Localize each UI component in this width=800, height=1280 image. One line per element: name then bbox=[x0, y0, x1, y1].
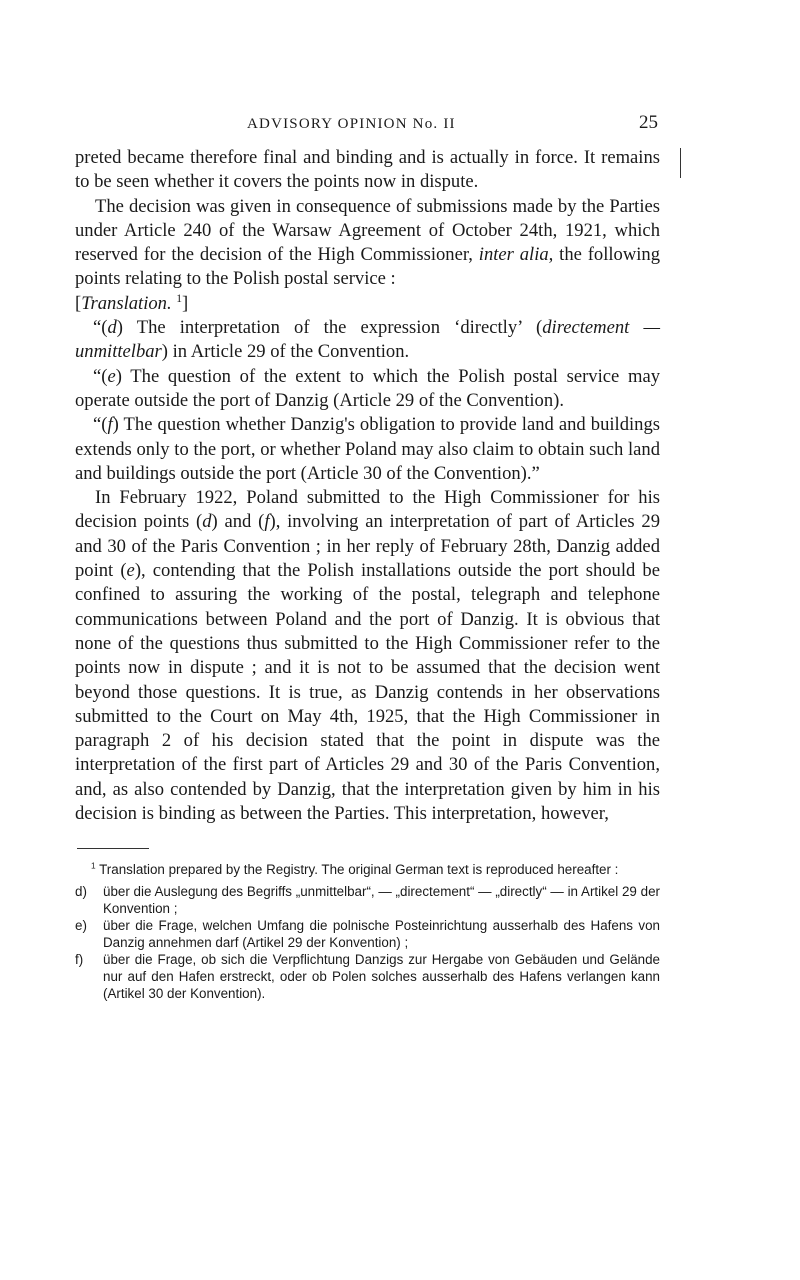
paragraph-3-text-c: ), involving an interpretation of part of Articles 29 and 30 of the Paris Convention ; in her reply of February 28th, Danzig added point ( bbox=[75, 511, 660, 582]
paragraph-2-text: The decision was given in consequence of submissions made by the Parties under Article 240 of the Warsaw Agreement of October 24th, 1921, which reserved for the decision of the High Commissioner, bbox=[75, 195, 660, 266]
quote-e-letter: e bbox=[107, 365, 116, 387]
quote-d-text: ) The interpretation of the expression ‘directly’ ( bbox=[116, 317, 543, 339]
quote-f-open: “( bbox=[93, 414, 108, 436]
quote-d bbox=[75, 316, 660, 365]
inter-alia: inter alia, bbox=[478, 244, 554, 266]
page-number: 25 bbox=[639, 112, 658, 133]
paragraph-3 bbox=[75, 486, 660, 826]
quote-e-open: “( bbox=[93, 365, 108, 387]
footnote-item-marker: d) bbox=[75, 884, 87, 900]
quote-d-italic-term: directement — unmittelbar bbox=[75, 317, 660, 363]
paragraph-3-text-a: In February 1922, Poland submitted to the High Commissioner for his decision points ( bbox=[75, 487, 660, 533]
quote-d-open: “( bbox=[93, 317, 108, 339]
running-title: ADVISORY OPINION No. II bbox=[247, 116, 456, 132]
translation-heading: [Translation. $^1$] bbox=[75, 292, 189, 314]
paragraph-3-text-d: ), contending that the Polish installations outside the port should be confined to assuring the working of the postal, telegraph and telephone communications between Poland and the port of Danzig. It is obvious that none of the questions thus submitted to the High Commissioner refer to the points now in dispute ; and it is not to be assumed that the decision went beyond those questions. It is true, as Danzig contends in her observations submitted to the Court on May 4th, 1925, that the High Commissioner in paragraph 2 of his decision stated that the point in dispute was the interpretation of the first part of Articles 29 and 30 of the Paris Convention, and, as also contended by Danzig, that the interpretation given by him in his decision is binding as between the Parties. This interpretation, however, bbox=[75, 560, 660, 825]
quote-f bbox=[75, 413, 660, 486]
body-text bbox=[75, 146, 660, 826]
footnote-item-marker: f) bbox=[75, 952, 84, 968]
quote-d-text-end: ) in Article 29 of the Convention. bbox=[161, 341, 410, 363]
quote-d-letter: d bbox=[107, 317, 117, 339]
footnote-item-f bbox=[75, 951, 660, 1002]
document-page bbox=[75, 112, 660, 1002]
footnote-item-text: über die Frage, ob sich die Verpflichtung Danzigs zur Hergabe von Gebäuden und Gelände nur auf den Hafen erstreckt, oder ob Polen solches ausserhalb des Hafens verlangen kann (Artikel 30 der Konvention). bbox=[103, 952, 660, 1002]
footnotes bbox=[75, 861, 660, 1002]
quote-f-text: ) The question whether Danzig's obligation to provide land and buildings extends only to the port, or whether Poland may also claim to obtain such land and buildings outside the port (Article 30 of the Convention).” bbox=[75, 414, 660, 484]
footnote-1 bbox=[75, 861, 660, 878]
translation-label: Translation. bbox=[81, 292, 172, 314]
paragraph-3-text-b: ) and ( bbox=[211, 511, 265, 533]
paragraph-2-tail: the following points relating to the Polish postal service : bbox=[75, 244, 661, 290]
quote-e bbox=[75, 365, 660, 414]
footnote-item-text: über die Frage, welchen Umfang die polnische Posteinrichtung ausserhalb des Hafens von Danzig annehmen darf (Artikel 29 der Konvention) ; bbox=[103, 918, 660, 951]
point-e: e bbox=[126, 560, 135, 582]
paragraph-2 bbox=[75, 195, 660, 292]
margin-mark bbox=[680, 148, 687, 178]
footnote-rule bbox=[77, 848, 149, 849]
footnote-1-text: Translation prepared by the Registry. The original German text is reproduced hereafter : bbox=[99, 862, 619, 878]
footnote-item-marker: e) bbox=[75, 918, 87, 934]
paragraph-1: preted became therefore final and binding and is actually in force. It remains to be seen whether it covers the points now in dispute. bbox=[75, 147, 660, 193]
footnote-item-text: über die Auslegung des Begriffs „unmittelbar“, — „directement“ — „directly“ — in Artikel 29 der Konvention ; bbox=[103, 884, 660, 917]
footnote-reference: 1 bbox=[176, 292, 183, 305]
quote-f-letter: f bbox=[107, 414, 113, 436]
footnote-item-d bbox=[75, 883, 660, 917]
footnote-item-e bbox=[75, 917, 660, 951]
point-f: f bbox=[264, 511, 270, 533]
point-d: d bbox=[202, 511, 212, 533]
quote-e-text: ) The question of the extent to which the Polish postal service may operate outside the port of Danzig (Article 29 of the Convention). bbox=[75, 365, 660, 411]
footnote-number: 1 bbox=[91, 860, 96, 871]
running-head bbox=[75, 112, 660, 142]
